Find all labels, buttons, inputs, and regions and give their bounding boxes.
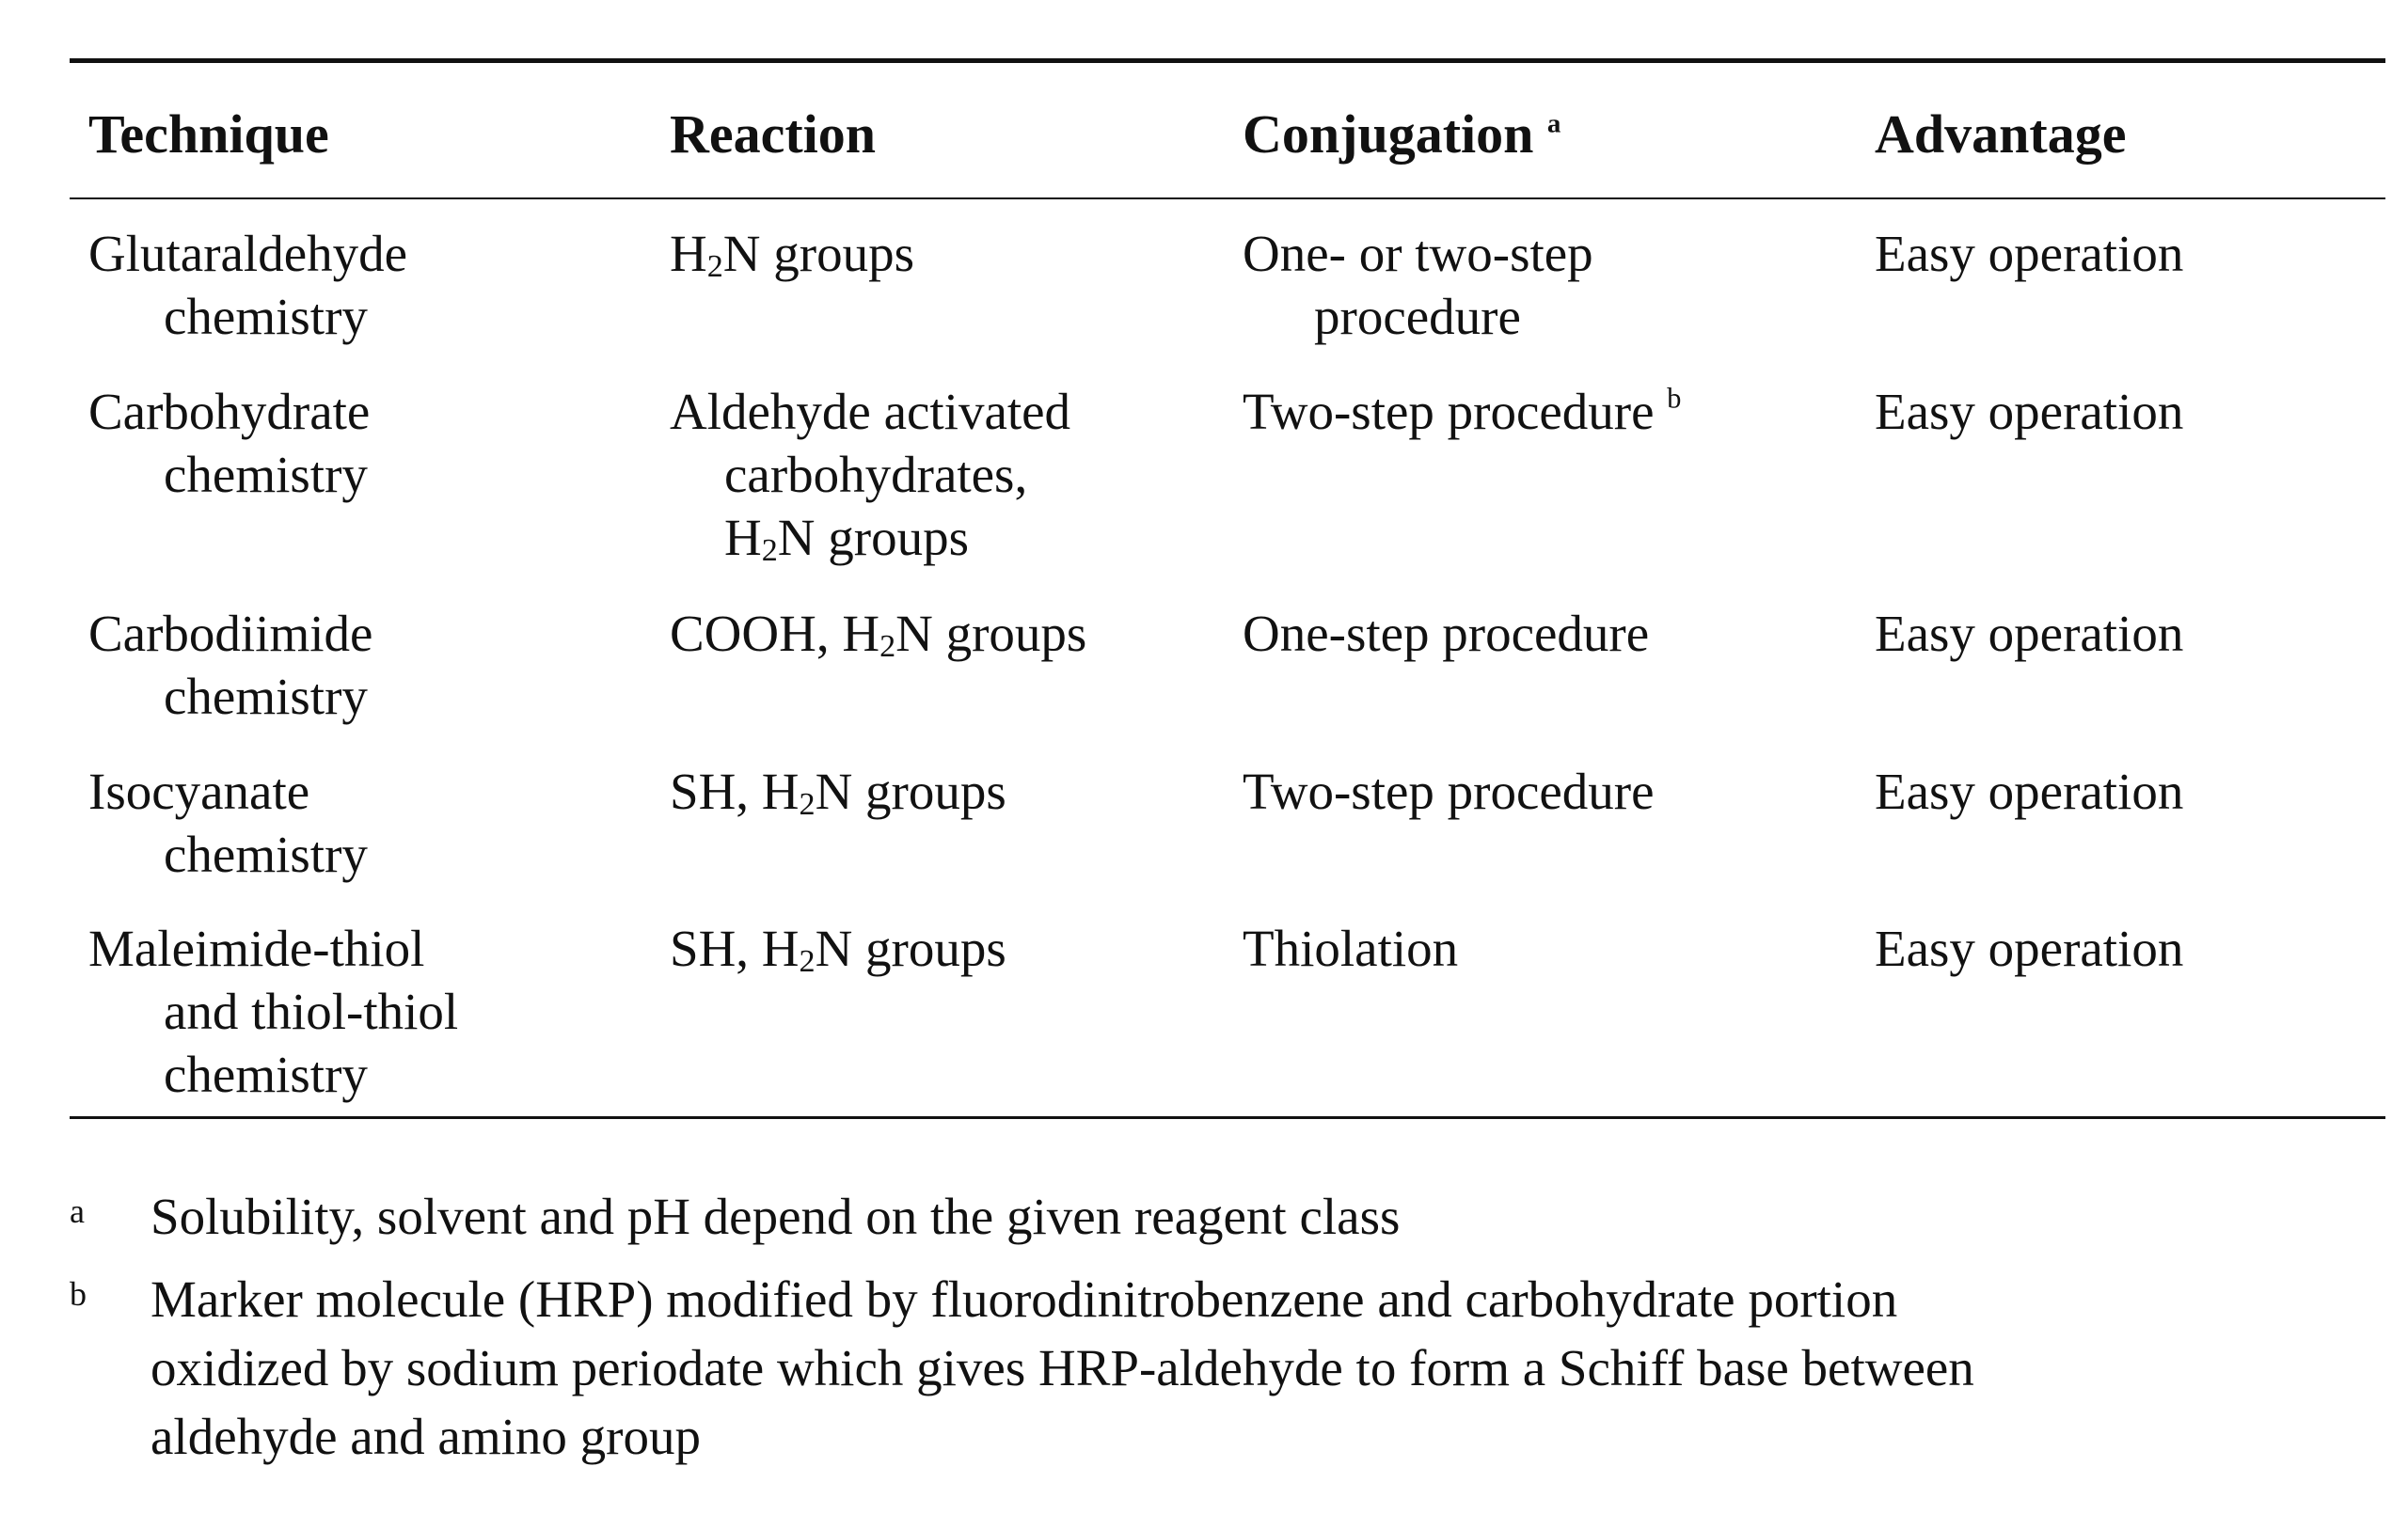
table-bottom-rule — [70, 1116, 2385, 1119]
conjugation-line: Two-step procedure $^b$ — [1243, 382, 1682, 440]
reaction-line: SH, $H_2N$ groups — [670, 763, 1006, 823]
footnote-line: Marker molecule (HRP) modified by fluorodinitrobenzene and carbohydrate portion — [150, 1270, 1898, 1328]
conjugation-line: procedure — [1314, 288, 1521, 345]
row-1-advantage: Easy operation — [1875, 383, 2184, 440]
header-conjugation: Conjugation $^a$ — [1243, 103, 1561, 165]
row-0-advantage: Easy operation — [1875, 225, 2184, 282]
footnote-a-mark: a — [70, 1192, 85, 1230]
row-3-advantage: Easy operation — [1875, 763, 2184, 820]
technique-line: Carbohydrate — [88, 383, 371, 440]
technique-line: chemistry — [164, 1046, 368, 1103]
footnote-b-text — [150, 1265, 2314, 1471]
table-top-rule — [70, 58, 2385, 63]
conjugation-line: Two-step procedure — [1243, 763, 1655, 820]
row-0-reaction — [670, 222, 914, 285]
reaction-line: COOH, $H_2N$ groups — [670, 605, 1087, 665]
row-1-reaction — [670, 380, 1070, 569]
technique-line: and thiol-thiol — [164, 983, 459, 1040]
conjugation-line: One- or two-step — [1243, 225, 1593, 282]
table-header-rule — [70, 197, 2385, 199]
reaction-line: $H_2N$ groups — [724, 509, 969, 569]
technique-line: chemistry — [164, 288, 368, 345]
technique-line: Carbodiimide — [88, 605, 373, 662]
row-2-advantage: Easy operation — [1875, 605, 2184, 662]
technique-line: Isocyanate — [88, 763, 310, 820]
reaction-line: SH, $H_2N$ groups — [670, 920, 1006, 980]
footnote-line: aldehyde and amino group — [150, 1408, 701, 1465]
conjugation-line: Thiolation — [1243, 920, 1459, 977]
header-advantage: Advantage — [1875, 103, 2127, 165]
technique-line: Maleimide-thiol — [88, 920, 425, 977]
footnote-line: oxidized by sodium periodate which gives HRP-aldehyde to form a Schiff base between — [150, 1339, 1974, 1396]
row-2-reaction — [670, 602, 1086, 665]
row-3-conjugation — [1243, 760, 1655, 823]
technique-line: chemistry — [164, 826, 368, 883]
row-2-conjugation — [1243, 602, 1649, 665]
row-4-advantage: Easy operation — [1875, 920, 2184, 977]
footnote-line: Solubility, solvent and pH depend on the given reagent class — [150, 1188, 1401, 1245]
reaction-line: $H_2N$ groups — [670, 225, 914, 285]
reaction-line: Aldehyde activated — [670, 383, 1071, 440]
header-reaction: Reaction — [670, 103, 877, 165]
row-1-technique — [88, 380, 370, 506]
reaction-line: carbohydrates, — [724, 446, 1028, 503]
footnote-mark-b: b — [1667, 382, 1682, 415]
technique-line: chemistry — [164, 446, 368, 503]
row-4-reaction — [670, 917, 1006, 980]
row-3-reaction — [670, 760, 1006, 823]
row-2-technique — [88, 602, 372, 728]
header-technique: Technique — [88, 103, 329, 165]
conjugation-line: One-step procedure — [1243, 605, 1650, 662]
row-0-technique — [88, 222, 407, 348]
technique-line: chemistry — [164, 668, 368, 725]
footnote-b-mark: b — [70, 1275, 87, 1313]
row-0-conjugation — [1243, 222, 1593, 348]
row-4-technique — [88, 917, 458, 1106]
technique-line: Glutaraldehyde — [88, 225, 408, 282]
row-3-technique — [88, 760, 368, 886]
row-1-conjugation — [1243, 380, 1681, 443]
row-4-conjugation — [1243, 917, 1458, 980]
footnote-mark-a: a — [1546, 108, 1561, 139]
footnote-a-text — [150, 1182, 2314, 1251]
